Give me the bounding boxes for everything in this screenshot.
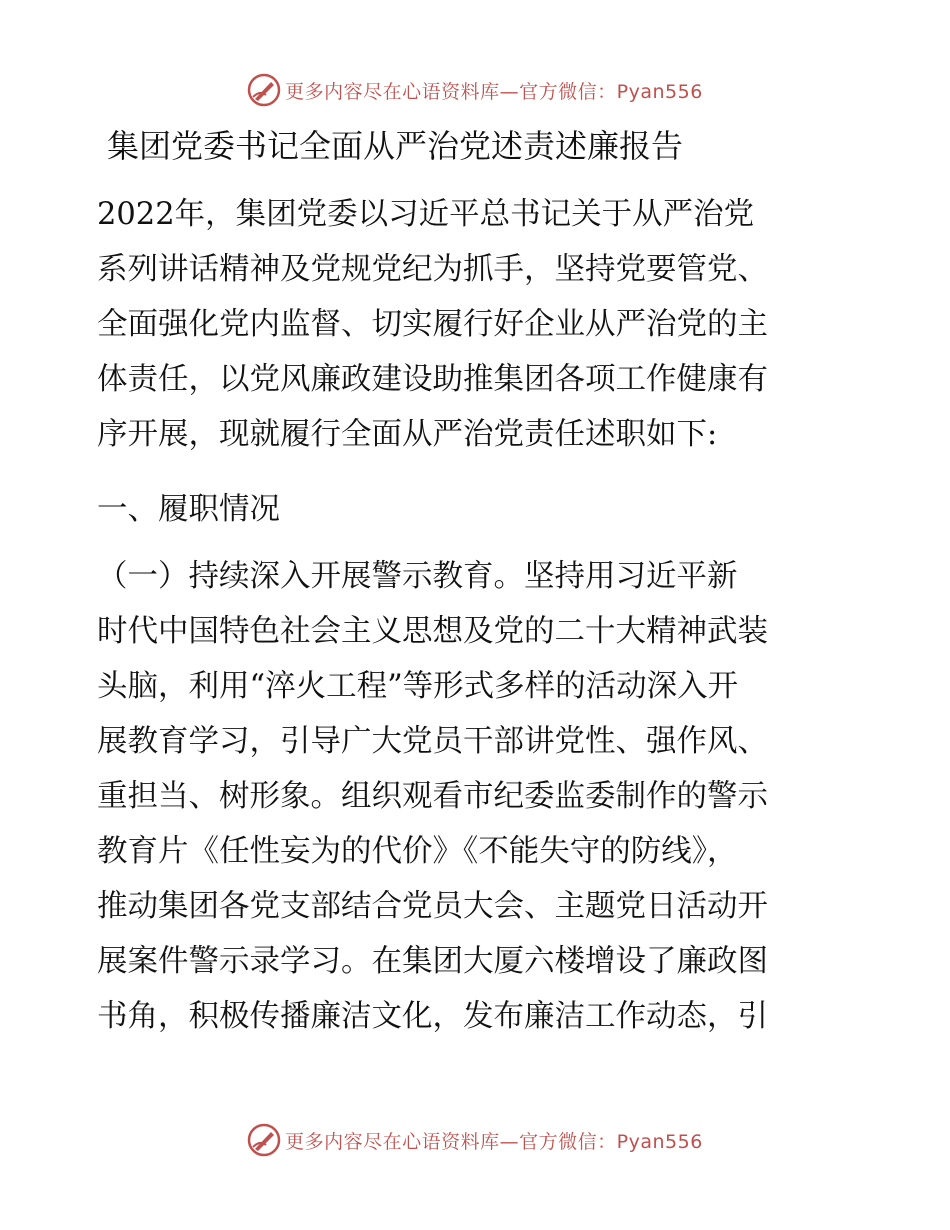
paragraph-intro <box>97 187 857 462</box>
text-line: 2022年，集团党委以习近平总书记关于从严治党 <box>97 197 755 232</box>
document-body <box>97 118 857 1044</box>
paragraph-warning-education <box>97 549 857 1044</box>
watermark-text: 更多内容尽在心语资料库—官方微信：Pyan556 <box>285 80 703 103</box>
watermark-banner-top <box>0 70 950 110</box>
text-line: 头脑，利用“淬火工程”等形式多样的活动深入开 <box>97 669 739 704</box>
quill-logo-icon <box>247 1123 281 1157</box>
text-line: 推动集团各党支部结合党员大会、主题党日活动开 <box>97 889 768 924</box>
text-line: （一）持续深入开展警示教育。坚持用习近平新 <box>97 559 738 594</box>
text-line: 重担当、树形象。组织观看市纪委监委制作的警示 <box>97 779 768 814</box>
text-line: 展教育学习，引导广大党员干部讲党性、强作风、 <box>97 724 768 759</box>
section-heading <box>97 482 857 537</box>
text-line: 序开展，现就履行全面从严治党责任述职如下: <box>97 417 718 452</box>
document-title: 集团党委书记全面从严治党述责述廉报告 <box>107 127 684 165</box>
watermark-banner-bottom <box>0 1120 950 1160</box>
text-line: 书角，积极传播廉洁文化，发布廉洁工作动态，引 <box>97 999 768 1034</box>
text-line: 展案件警示录学习。在集团大厦六楼增设了廉政图 <box>97 944 768 979</box>
text-line: 体责任，以党风廉政建设助推集团各项工作健康有 <box>97 362 768 397</box>
text-line: 一、履职情况 <box>97 492 280 527</box>
text-line: 全面强化党内监督、切实履行好企业从严治党的主 <box>97 307 768 342</box>
text-line: 时代中国特色社会主义思想及党的二十大精神武装 <box>97 614 768 649</box>
quill-logo-icon <box>247 73 281 107</box>
watermark-text: 更多内容尽在心语资料库—官方微信：Pyan556 <box>285 1130 703 1153</box>
text-line: 教育片《任性妄为的代价》《不能失守的防线》， <box>97 834 738 869</box>
text-line: 系列讲话精神及党规党纪为抓手，坚持党要管党、 <box>97 252 768 287</box>
